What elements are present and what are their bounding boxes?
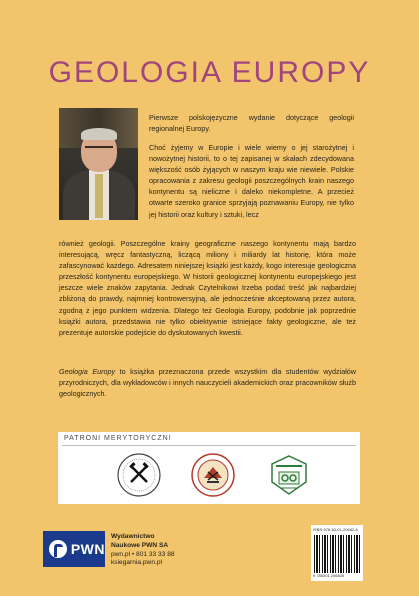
author-photo — [59, 108, 138, 220]
patron-logo-3 — [266, 452, 312, 498]
publisher-contact: pwn.pl • 801 33 33 88 — [111, 550, 175, 558]
pwn-logo-text: PWN — [70, 541, 105, 557]
patrons-label: PATRONI MERYTORYCZNI — [64, 435, 172, 442]
blurb-paragraph-4 — [59, 366, 356, 399]
divider — [62, 445, 356, 446]
publisher-name-line-2: Naukowe PWN SA — [111, 541, 169, 549]
patron-logo-2 — [190, 452, 236, 498]
barcode-digits: 9 788301 206826 — [313, 573, 345, 578]
blurb-paragraph-4-text: to książka przeznaczona przede wszystkim dla studentów wydziałów przyrodniczych, dla wykładowców i innych nauczycieli akademickich oraz pracowników służb geologicznych. — [59, 367, 356, 399]
pwn-logo — [43, 531, 105, 567]
pwn-mark-icon — [49, 540, 67, 558]
blurb-paragraph-1: Pierwsze polskojęzyczne wydanie dotyczące geologii regionalnej Europy. — [149, 113, 354, 134]
publisher-name-line-1: Wydawnictwo — [111, 533, 155, 540]
patrons-panel — [58, 432, 360, 504]
isbn-barcode — [311, 525, 363, 581]
blurb-paragraph-3: również geologii. Poszczególne krainy geograficzne naszego kontynentu mają bardzo interesującą, wręcz fantastyczną, liczącą miliony i miliardy lat historię, która może zafascynować każdego. Adresatem niniejszej książki jest każdy, kogo interesuje geologiczna przeszłość kontynentu europejskiego. W historii geologicznej kontynentu europejskiego jest jeszcze wiele znaków zapytania. Jednak Czytelnikowi trzeba podać treść jak najbardziej zbliżoną do prawdy, najmniej kontrowersyjną, ale jednocześnie akceptowaną przez autora, zgodną z jego punktem widzenia. Dlatego też Geologia Europy, podobnie jak poprzednie książki autora, przedstawia nie tylko obiektywnie istniejące fakty geologiczne, ale też prezentuje autorskie podejście do dyskutowanych kwestii. — [59, 239, 356, 337]
barcode-bars — [314, 535, 360, 573]
book-title: GEOLOGIA EUROPY — [48, 56, 371, 89]
publisher-info — [111, 533, 175, 568]
patron-logo-1 — [116, 452, 162, 498]
publisher-shop: ksiegarnia.pwn.pl — [111, 559, 162, 567]
isbn-header: ISBN 978-83-01-20682-6 — [313, 527, 358, 532]
blurb-paragraph-2: Choć żyjemy w Europie i wiele wiemy o jej starożytnej i nowożytnej historii, to o tej zapisanej w skałach zdecydowana większość osób żyjących w naszym kraju wie niewiele. Polskie opracowania z zakresu geologii poszczególnych krain naszego kontynentu są nieliczne i daleko niekompletne. A przecież otwarte szeroko granice sprzyjają poznawaniu Europy, nie tylko jej historii oraz kultury i sztuki, lecz — [149, 143, 354, 219]
book-title-italic: Geologia Europy — [59, 367, 116, 376]
